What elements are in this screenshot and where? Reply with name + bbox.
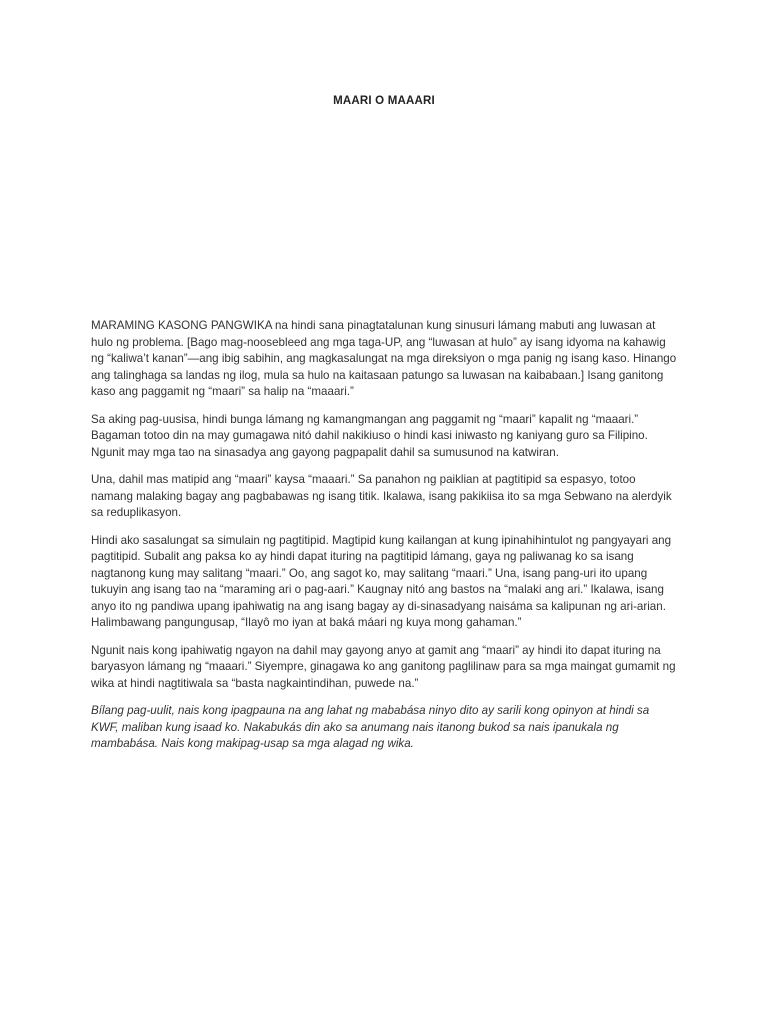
document-body: [91, 318, 679, 764]
paragraph-4: Hindi ako sasalungat sa simulain ng pagtitipid. Magtipid kung kailangan at kung ipinahihintulot ng pangyayari ang pagtitipid. Subalit ang paksa ko ay hindi dapat ituring na pagtitipid lámang, gaya ng paliwanag ko sa isang nagtanong kung may salitang “maari.” Oo, ang sagot ko, may salitang “maari.” Una, isang pang-uri ito upang tukuyin ang isang tao na “maraming ari o pag-aari.” Kaugnay nitó ang bastos na “malaki ang ari.” Ikalawa, isang anyo ito ng pandiwa upang ipahiwatig na ang isang bagay ay di-sinasadyang naisáma sa kalipunan ng ari-arian. Halimbawang pangungusap, “Ilayô mo iyan at baká máari ng kuya mong gahaman.”: [91, 533, 672, 629]
document-title: MAARI O MAAARI: [333, 95, 435, 107]
paragraph-2: Sa aking pag-uusisa, hindi bunga lámang ng kamangmangan ang paggamit ng “maari” kapalit ng “maaari.” Bagaman totoo din na may gumagawa nitó dahil nakikiuso o hindi kasi iniwasto ng kaniyang guro sa Filipino. Ngunit may mga tao na sinasadya ang gayong pagpapalit dahil sa sumusunod na katwiran.: [91, 412, 648, 459]
paragraph-1: MARAMING KASONG PANGWIKA na hindi sana pinagtatalunan kung sinusuri lámang mabuti ang luwasan at hulo ng problema. [Bago mag-noosebleed ang mga taga-UP, ang “luwasan at hulo” ay isang idyoma na kahawig ng “kaliwa’t kanan”—ang ibig sabihin, ang magkasalungat na mga direksiyon o mga panig ng isang kaso. Hinango ang talinghaga sa landas ng ilog, mula sa hulo na kaitasaan patungo sa luwasan na kaibabaan.] Isang ganitong kaso ang paggamit ng “maari” sa halip na “maaari.”: [91, 319, 677, 398]
paragraph-5: Ngunit nais kong ipahiwatig ngayon na dahil may gayong anyo at gamit ang “maari” ay hindi ito dapat ituring na baryasyon lámang ng “maaari.” Siyempre, ginagawa ko ang ganitong paglilinaw para sa mga maingat gumamit ng wika at hindi nagtitiwala sa “basta nagkaintindihan, puwede na.”: [91, 643, 676, 690]
paragraph-6-disclaimer: Bílang pag-uulit, nais kong ipagpauna na ang lahat ng mababása ninyo dito ay sarili kong opinyon at hindi sa KWF, maliban kung isaad ko. Nakabukás din ako sa anumang nais itanong bukod sa nais ipanukala ng mambabása. Nais kong makipag-usap sa mga alagad ng wika.: [91, 704, 650, 750]
paragraph-3: Una, dahil mas matipid ang “maari” kaysa “maaari.” Sa panahon ng paiklian at pagtitipid sa espasyo, totoo namang malaking bagay ang pagbabawas ng isang titik. Ikalawa, isang pakikiisa ito sa mga Sebwano na alerdyik sa reduplikasyon.: [91, 473, 672, 519]
